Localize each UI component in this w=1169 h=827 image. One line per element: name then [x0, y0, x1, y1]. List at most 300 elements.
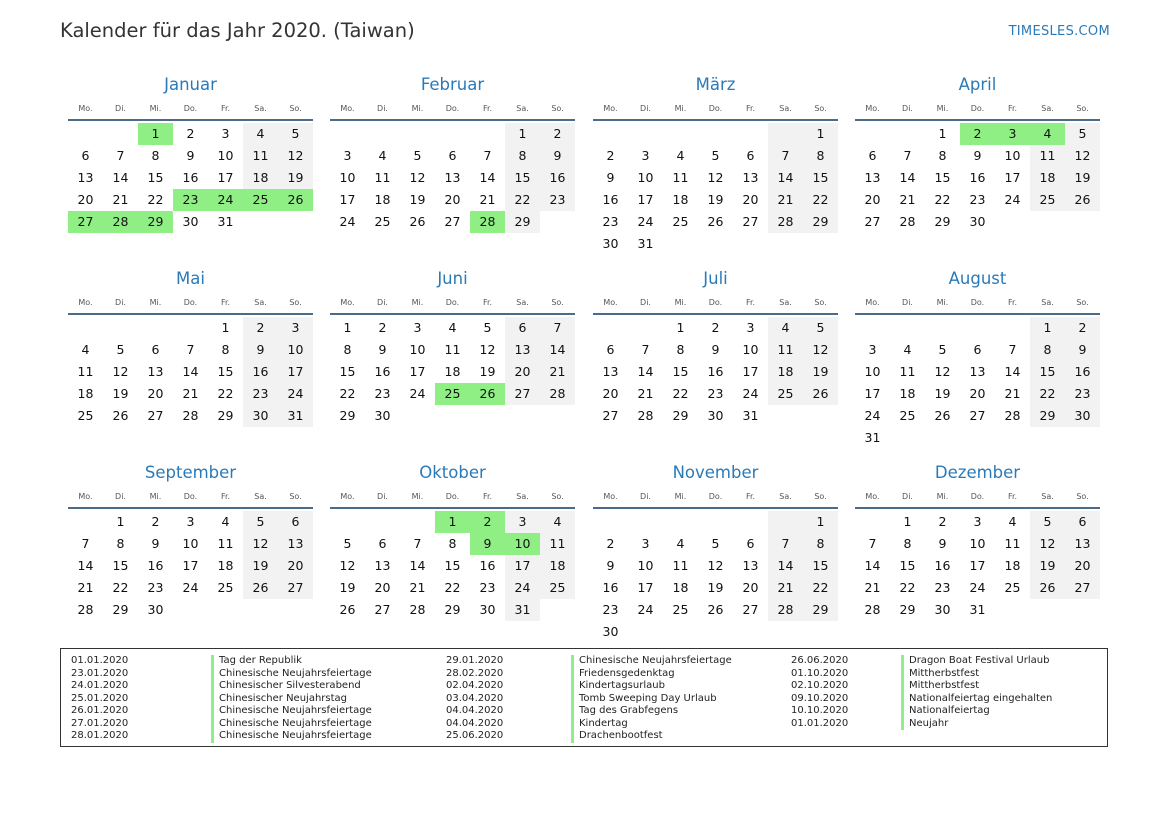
day-cell: 20: [864, 192, 881, 207]
day-cell: 9: [540, 145, 575, 167]
day-cell: 22: [1030, 383, 1065, 405]
day-cell: 11: [243, 145, 278, 167]
empty-day-cell: [698, 123, 733, 145]
legend-dates-column: [791, 655, 848, 730]
day-cell: 18: [672, 580, 689, 595]
day-cell: 14: [1004, 364, 1021, 379]
day-cell: 28: [470, 211, 505, 233]
day-cell: 1: [343, 320, 352, 335]
day-cell: 24: [864, 408, 881, 423]
day-cell: 13: [278, 533, 313, 555]
day-cell: 4: [81, 342, 90, 357]
weekday-label: Do.: [708, 491, 723, 501]
day-cell: 23: [707, 386, 724, 401]
header-rule: [68, 507, 313, 509]
legend-holiday-name: Neujahr: [901, 718, 1052, 731]
month-märz: [593, 73, 838, 255]
day-cell: 23: [540, 189, 575, 211]
day-cell: 18: [77, 386, 94, 401]
day-cell: 28: [768, 211, 803, 233]
day-cell: 18: [374, 192, 391, 207]
day-cell: 2: [243, 317, 278, 339]
day-grid: [855, 317, 1100, 449]
day-grid: [593, 317, 838, 427]
day-cell: 19: [707, 580, 724, 595]
weekday-label: Fr.: [482, 491, 493, 501]
day-cell: 15: [899, 558, 916, 573]
day-cell: 26: [934, 408, 951, 423]
legend-date: 04.04.2020: [446, 705, 504, 716]
day-cell: 10: [182, 536, 199, 551]
day-cell: 25: [768, 383, 803, 405]
day-cell: 29: [803, 211, 838, 233]
empty-day-cell: [470, 123, 505, 145]
day-cell: 23: [479, 580, 496, 595]
day-cell: 6: [746, 536, 755, 551]
day-cell: 22: [505, 189, 540, 211]
header-rule: [68, 313, 313, 315]
day-cell: 4: [1008, 514, 1017, 529]
day-cell: 3: [641, 536, 650, 551]
day-cell: 16: [243, 361, 278, 383]
day-cell: 18: [768, 361, 803, 383]
legend-date: 03.04.2020: [446, 692, 504, 704]
day-cell: 22: [672, 386, 689, 401]
day-cell: 16: [969, 170, 986, 185]
weekday-label: Fr.: [1007, 103, 1018, 113]
month-april: [855, 73, 1100, 233]
day-cell: 21: [112, 192, 129, 207]
day-cell: 25: [540, 577, 575, 599]
legend-holiday-name: Mittherbstfest: [901, 668, 1052, 681]
day-cell: 4: [768, 317, 803, 339]
day-cell: 17: [217, 170, 234, 185]
weekday-label: Mo.: [865, 297, 880, 307]
day-cell: 27: [742, 602, 759, 617]
day-cell: 2: [938, 514, 947, 529]
empty-day-cell: [663, 511, 698, 533]
weekday-label: Fr.: [482, 103, 493, 113]
day-cell: 11: [672, 170, 689, 185]
day-cell: 29: [444, 602, 461, 617]
weekday-label: Do.: [445, 491, 460, 501]
day-cell: 5: [116, 342, 125, 357]
day-cell: 20: [505, 361, 540, 383]
header-rule: [593, 507, 838, 509]
day-cell: 28: [540, 383, 575, 405]
day-cell: 15: [217, 364, 234, 379]
day-cell: 26: [707, 214, 724, 229]
weekday-label: Mo.: [603, 491, 618, 501]
legend-holiday-name: Drachenbootfest: [571, 730, 732, 743]
day-cell: 29: [505, 211, 540, 233]
day-cell: 27: [864, 214, 881, 229]
day-cell: 13: [77, 170, 94, 185]
day-cell: 7: [903, 148, 912, 163]
day-cell: 14: [77, 558, 94, 573]
day-cell: 6: [448, 148, 457, 163]
day-grid: [330, 511, 575, 621]
header-rule: [330, 313, 575, 315]
day-cell: 16: [602, 580, 619, 595]
day-cell: 31: [969, 602, 986, 617]
day-cell: 26: [707, 602, 724, 617]
day-cell: 13: [444, 170, 461, 185]
day-cell: 12: [934, 364, 951, 379]
day-cell: 11: [899, 364, 916, 379]
day-cell: 26: [409, 214, 426, 229]
day-cell: 27: [374, 602, 391, 617]
day-cell: 26: [339, 602, 356, 617]
day-cell: 1: [803, 511, 838, 533]
day-cell: 19: [339, 580, 356, 595]
day-cell: 18: [243, 167, 278, 189]
empty-day-cell: [960, 317, 995, 339]
day-cell: 16: [479, 558, 496, 573]
legend-date: 25.01.2020: [71, 692, 129, 704]
day-cell: 9: [606, 170, 615, 185]
day-cell: 22: [217, 386, 234, 401]
day-cell: 5: [1030, 511, 1065, 533]
day-grid: [593, 511, 838, 643]
weekday-label: Sa.: [254, 103, 267, 113]
day-cell: 14: [864, 558, 881, 573]
weekday-label: Mi.: [936, 103, 949, 113]
day-cell: 22: [899, 580, 916, 595]
legend-holiday-name: Kindertag: [571, 718, 732, 731]
legend-dates-column: [446, 655, 503, 743]
day-cell: 13: [602, 364, 619, 379]
day-cell: 23: [602, 214, 619, 229]
weekday-label: Do.: [970, 297, 985, 307]
empty-day-cell: [890, 123, 925, 145]
day-cell: 27: [444, 214, 461, 229]
day-cell: 18: [217, 558, 234, 573]
day-cell: 7: [483, 148, 492, 163]
weekday-label: Do.: [970, 491, 985, 501]
weekday-label: Di.: [115, 103, 126, 113]
day-cell: 30: [1065, 405, 1100, 427]
day-cell: 29: [339, 408, 356, 423]
day-cell: 21: [768, 577, 803, 599]
day-cell: 6: [746, 148, 755, 163]
weekday-label: So.: [814, 103, 827, 113]
legend-date: 09.10.2020: [791, 692, 849, 704]
legend-holiday-name: Chinesische Neujahrsfeiertage: [211, 705, 372, 718]
weekday-label: Do.: [445, 103, 460, 113]
day-cell: 23: [934, 580, 951, 595]
day-cell: 28: [864, 602, 881, 617]
weekday-label: Sa.: [516, 103, 529, 113]
day-cell: 4: [676, 536, 685, 551]
day-cell: 2: [960, 123, 995, 145]
day-cell: 2: [711, 320, 720, 335]
weekday-label: Mo.: [78, 297, 93, 307]
legend-holiday-name: Dragon Boat Festival Urlaub: [901, 655, 1052, 668]
day-cell: 12: [339, 558, 356, 573]
day-cell: 31: [505, 599, 540, 621]
day-cell: 27: [742, 214, 759, 229]
day-cell: 25: [374, 214, 391, 229]
day-cell: 14: [479, 170, 496, 185]
day-cell: 12: [803, 339, 838, 361]
day-cell: 19: [803, 361, 838, 383]
empty-day-cell: [768, 511, 803, 533]
weekday-label: Mi.: [411, 103, 424, 113]
empty-day-cell: [365, 511, 400, 533]
weekday-label: Mi.: [936, 297, 949, 307]
site-logo-link[interactable]: TIMESLES.COM: [1008, 24, 1110, 39]
day-grid: [593, 123, 838, 255]
weekday-label: Mi.: [149, 103, 162, 113]
day-cell: 16: [1065, 361, 1100, 383]
month-name: Februar: [420, 75, 485, 94]
day-cell: 1: [435, 511, 470, 533]
weekday-label: So.: [1076, 491, 1089, 501]
day-cell: 14: [112, 170, 129, 185]
month-januar: [68, 73, 313, 233]
day-cell: 29: [672, 408, 689, 423]
day-cell: 29: [112, 602, 129, 617]
day-cell: 18: [899, 386, 916, 401]
day-cell: 7: [186, 342, 195, 357]
month-name: Oktober: [419, 463, 486, 482]
header-rule: [330, 507, 575, 509]
weekday-label: Mo.: [865, 491, 880, 501]
day-cell: 26: [1065, 189, 1100, 211]
day-cell: 10: [409, 342, 426, 357]
legend-date: 24.01.2020: [71, 680, 129, 691]
month-dezember: [855, 461, 1100, 621]
empty-day-cell: [628, 317, 663, 339]
empty-day-cell: [698, 511, 733, 533]
legend-names-column: [571, 655, 732, 743]
day-cell: 28: [182, 408, 199, 423]
day-cell: 25: [217, 580, 234, 595]
day-cell: 22: [147, 192, 164, 207]
legend-holiday-name: Friedensgedenktag: [571, 668, 732, 681]
day-cell: 11: [672, 558, 689, 573]
day-cell: 19: [479, 364, 496, 379]
day-cell: 28: [103, 211, 138, 233]
day-cell: 31: [278, 405, 313, 427]
day-grid: [330, 123, 575, 233]
day-cell: 23: [602, 602, 619, 617]
empty-day-cell: [435, 123, 470, 145]
day-cell: 7: [868, 536, 877, 551]
day-cell: 12: [707, 170, 724, 185]
empty-day-cell: [733, 511, 768, 533]
day-cell: 14: [409, 558, 426, 573]
month-november: [593, 461, 838, 643]
day-cell: 15: [112, 558, 129, 573]
day-cell: 9: [938, 536, 947, 551]
month-oktober: [330, 461, 575, 621]
day-cell: 28: [77, 602, 94, 617]
day-cell: 11: [1004, 536, 1021, 551]
day-cell: 8: [343, 342, 352, 357]
day-cell: 13: [742, 170, 759, 185]
day-cell: 13: [374, 558, 391, 573]
day-cell: 4: [221, 514, 230, 529]
day-cell: 17: [637, 580, 654, 595]
day-cell: 16: [602, 192, 619, 207]
month-name: April: [958, 75, 997, 94]
day-cell: 25: [77, 408, 94, 423]
month-name: Dezember: [934, 463, 1021, 482]
day-cell: 6: [606, 342, 615, 357]
day-cell: 19: [112, 386, 129, 401]
day-cell: 7: [81, 536, 90, 551]
weekday-label: So.: [1076, 103, 1089, 113]
empty-day-cell: [593, 511, 628, 533]
weekday-header: [593, 291, 838, 313]
weekday-label: Di.: [377, 103, 388, 113]
weekday-label: Do.: [183, 297, 198, 307]
day-cell: 20: [969, 386, 986, 401]
day-cell: 22: [934, 192, 951, 207]
day-cell: 30: [182, 214, 199, 229]
day-cell: 14: [182, 364, 199, 379]
weekday-label: Mo.: [78, 103, 93, 113]
day-cell: 25: [435, 383, 470, 405]
empty-day-cell: [68, 317, 103, 339]
day-cell: 15: [147, 170, 164, 185]
day-cell: 8: [505, 145, 540, 167]
month-name: November: [672, 463, 759, 482]
empty-day-cell: [768, 123, 803, 145]
day-cell: 30: [602, 236, 619, 251]
day-cell: 8: [151, 148, 160, 163]
day-cell: 24: [182, 580, 199, 595]
day-cell: 29: [217, 408, 234, 423]
empty-day-cell: [330, 123, 365, 145]
day-cell: 2: [151, 514, 160, 529]
day-cell: 5: [803, 317, 838, 339]
day-cell: 21: [540, 361, 575, 383]
day-cell: 10: [864, 364, 881, 379]
day-cell: 1: [938, 126, 947, 141]
day-cell: 13: [147, 364, 164, 379]
weekday-label: Do.: [970, 103, 985, 113]
day-cell: 31: [864, 430, 881, 445]
day-cell: 28: [899, 214, 916, 229]
day-cell: 7: [1008, 342, 1017, 357]
header-rule: [855, 119, 1100, 121]
day-cell: 27: [505, 383, 540, 405]
day-cell: 4: [1030, 123, 1065, 145]
header-rule: [330, 119, 575, 121]
day-cell: 20: [1065, 555, 1100, 577]
day-cell: 3: [505, 511, 540, 533]
legend-holiday-name: Chinesischer Silvesterabend: [211, 680, 372, 693]
weekday-label: Do.: [183, 491, 198, 501]
weekday-label: So.: [289, 297, 302, 307]
day-cell: 6: [378, 536, 387, 551]
month-name: Juni: [437, 269, 468, 288]
day-cell: 30: [934, 602, 951, 617]
day-cell: 1: [676, 320, 685, 335]
day-cell: 20: [147, 386, 164, 401]
day-cell: 18: [672, 192, 689, 207]
legend-holiday-name: Chinesischer Neujahrstag: [211, 693, 372, 706]
weekday-label: So.: [814, 491, 827, 501]
legend-date: 28.01.2020: [71, 730, 129, 741]
weekday-label: Sa.: [516, 297, 529, 307]
day-cell: 8: [803, 533, 838, 555]
day-cell: 6: [1065, 511, 1100, 533]
day-cell: 1: [116, 514, 125, 529]
day-cell: 8: [116, 536, 125, 551]
day-cell: 20: [742, 580, 759, 595]
empty-day-cell: [628, 511, 663, 533]
header-rule: [593, 119, 838, 121]
weekday-label: Mo.: [603, 103, 618, 113]
day-cell: 21: [899, 192, 916, 207]
day-cell: 28: [1004, 408, 1021, 423]
day-cell: 6: [505, 317, 540, 339]
day-cell: 30: [374, 408, 391, 423]
weekday-label: Mi.: [674, 491, 687, 501]
legend-date: 26.01.2020: [71, 705, 129, 716]
day-cell: 15: [444, 558, 461, 573]
legend-date: 27.01.2020: [71, 717, 129, 729]
day-cell: 22: [339, 386, 356, 401]
day-cell: 23: [969, 192, 986, 207]
day-cell: 5: [278, 123, 313, 145]
weekday-label: Mi.: [149, 297, 162, 307]
day-cell: 20: [742, 192, 759, 207]
weekday-label: So.: [551, 297, 564, 307]
weekday-label: Di.: [377, 297, 388, 307]
month-name: Mai: [176, 269, 205, 288]
weekday-header: [68, 291, 313, 313]
day-cell: 4: [676, 148, 685, 163]
day-cell: 1: [505, 123, 540, 145]
day-cell: 11: [444, 342, 461, 357]
day-cell: 3: [221, 126, 230, 141]
day-cell: 30: [479, 602, 496, 617]
empty-day-cell: [103, 123, 138, 145]
day-cell: 1: [221, 320, 230, 335]
day-cell: 5: [413, 148, 422, 163]
day-cell: 2: [378, 320, 387, 335]
day-cell: 29: [899, 602, 916, 617]
day-cell: 20: [77, 192, 94, 207]
day-cell: 28: [768, 599, 803, 621]
day-cell: 26: [278, 189, 313, 211]
legend-date: 23.01.2020: [71, 667, 129, 679]
day-cell: 17: [339, 192, 356, 207]
day-cell: 24: [409, 386, 426, 401]
day-cell: 22: [444, 580, 461, 595]
weekday-label: So.: [289, 491, 302, 501]
day-cell: 13: [742, 558, 759, 573]
legend-date: 04.04.2020: [446, 717, 504, 729]
day-cell: 9: [378, 342, 387, 357]
day-cell: 8: [448, 536, 457, 551]
day-cell: 10: [637, 170, 654, 185]
day-cell: 24: [637, 214, 654, 229]
day-cell: 4: [903, 342, 912, 357]
day-cell: 3: [186, 514, 195, 529]
day-cell: 24: [742, 386, 759, 401]
day-cell: 21: [77, 580, 94, 595]
day-cell: 11: [768, 339, 803, 361]
day-cell: 28: [637, 408, 654, 423]
weekday-label: Di.: [115, 297, 126, 307]
page-title: Kalender für das Jahr 2020. (Taiwan): [60, 19, 415, 42]
